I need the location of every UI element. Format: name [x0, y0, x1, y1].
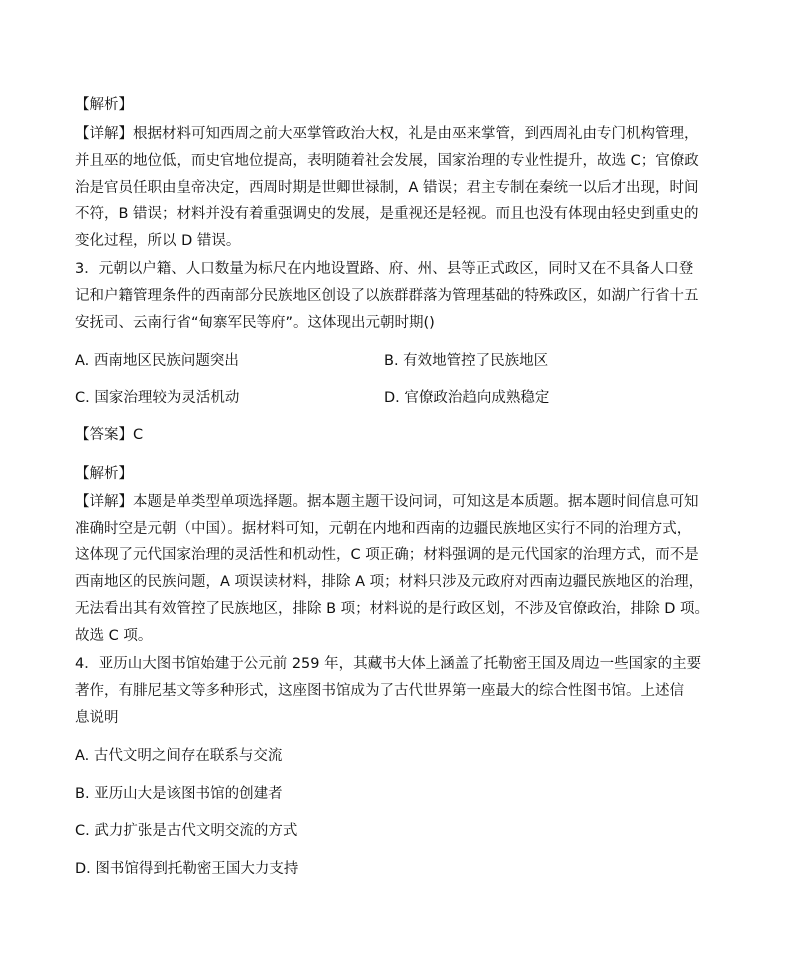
analysis-label: 【解析】: [75, 466, 133, 482]
question-3-stem: 安抚司、云南行省“甸寨军民等府”。这体现出元朝时期(): [75, 315, 435, 331]
analysis-line: 并且巫的地位低，而史官地位提高，表明随着社会发展，国家治理的专业性提升，故选 C；官僚政: [75, 153, 699, 169]
question-3-option-c: C. 国家治理较为灵活机动: [75, 390, 240, 406]
question-3-stem: 3．元朝以户籍、人口数量为标尺在内地设置路、府、州、县等正式政区，同时又在不具备人口登: [75, 261, 694, 277]
analysis-line: 治是官员任职由皇帝决定，西周时期是世卿世禄制，A 错误；君主专制在秦统一以后才出现，时间: [75, 180, 699, 196]
question-3-option-a: A. 西南地区民族问题突出: [75, 353, 239, 369]
question-4-option-b: B. 亚历山大是该图书馆的创建者: [75, 786, 283, 802]
question-4-option-a: A. 古代文明之间存在联系与交流: [75, 748, 283, 764]
analysis-line: 无法看出其有效管控了民族地区，排除 B 项；材料说的是行政区划，不涉及官僚政治，排除 D 项。: [75, 601, 710, 617]
question-4-stem: 著作，有腓尼基文等多种形式，这座图书馆成为了古代世界第一座最大的综合性图书馆。上述信: [75, 683, 684, 699]
answer-label: 【答案】C: [75, 427, 144, 443]
question-3-option-b: B. 有效地管控了民族地区: [384, 353, 549, 369]
analysis-line: 这体现了元代国家治理的灵活性和机动性，C 项正确；材料强调的是元代国家的治理方式，而不是: [75, 547, 699, 563]
analysis-line: 不符，B 错误；材料并没有着重强调史的发展，是重视还是轻视。而且也没有体现由轻史到重史的: [75, 206, 699, 222]
analysis-line: 变化过程，所以 D 错误。: [75, 233, 241, 249]
question-3-option-d: D. 官僚政治趋向成熟稳定: [384, 390, 550, 406]
question-4-stem: 4．亚历山大图书馆始建于公元前 259 年，其藏书大体上涵盖了托勒密王国及周边一些国家的主要: [75, 656, 702, 672]
analysis-line: 【详解】根据材料可知西周之前大巫掌管政治大权，礼是由巫来掌管，到西周礼由专门机构管理，: [75, 126, 699, 142]
question-4-option-c: C. 武力扩张是古代文明交流的方式: [75, 823, 298, 839]
question-4-stem: 息说明: [75, 710, 119, 726]
question-4-option-d: D. 图书馆得到托勒密王国大力支持: [75, 861, 299, 877]
analysis-label: 【解析】: [75, 97, 133, 113]
analysis-line: 西南地区的民族问题，A 项误读材料，排除 A 项；材料只涉及元政府对西南边疆民族地区的治理，: [75, 574, 704, 590]
analysis-line: 故选 C 项。: [75, 628, 153, 644]
analysis-line: 【详解】本题是单类型单项选择题。据本题主题干设问词，可知这是本质题。据本题时间信息可知: [75, 494, 699, 510]
question-3-stem: 记和户籍管理条件的西南部分民族地区创设了以族群群落为管理基础的特殊政区，如湖广行省十五: [75, 288, 699, 304]
analysis-line: 准确时空是元朝（中国）。据材料可知，元朝在内地和西南的边疆民族地区实行不同的治理方式，: [75, 521, 692, 537]
